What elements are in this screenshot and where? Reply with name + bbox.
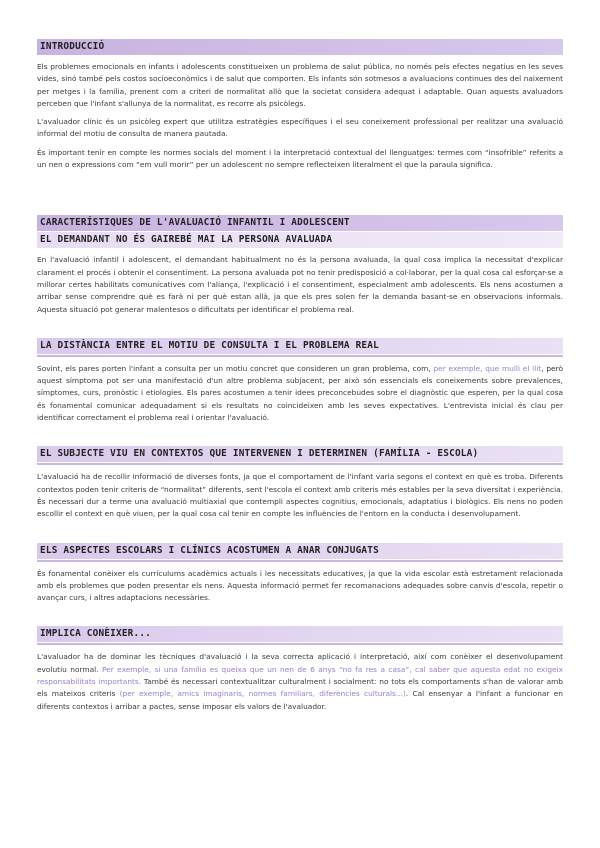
subsection-title-implica-coneixer: IMPLICA CONÈIXER...	[37, 626, 563, 642]
subsection-title-contextos: EL SUBJECTE VIU EN CONTEXTOS QUE INTERVENEN I DETERMINEN (FAMÍLIA - ESCOLA)	[37, 446, 563, 462]
section-title-caracteristiques: CARACTERÍSTIQUES DE L'AVALUACIÓ INFANTIL I ADOLESCENT	[37, 215, 563, 231]
section-title-introduccio: INTRODUCCIÓ	[37, 39, 563, 55]
section-divider	[37, 560, 563, 562]
section-divider	[37, 463, 563, 465]
section-divider	[37, 643, 563, 645]
intro-paragraph-1: Els problemes emocionals en infants i adolescents constitueixen un problema de salut pública, no només pels efectes negatius en les seves vides, sinó també pels costos socioeconòmics i de salut que comporten. Els infants són sotmesos a avaluacions continues des del naixement per metges i la família, prenent com a criteri de normalitat allò que la societat considera adequat i adaptable. Quan aquests avaluadors perceben que l'infant s'allunya de la normalitat, es recorre als psicòlegs.	[37, 62, 563, 108]
section-divider	[37, 355, 563, 357]
text-run: Sovint, els pares porten l'infant a consulta per un motiu concret que consideren un gran problema, com,	[37, 363, 434, 373]
demandant-paragraph: En l'avaluació infantil i adolescent, el demandant habitualment no és la persona avaluada, la qual cosa implica la necessitat d'explicar clarament el procés i obtenir el consentiment. La persona avaluada pot no tenir predisposició a col·laborar, per la qual cosa cal esforçar-se a millorar certes habilitats comunicatives com l'aliança, l'explicació i el consentiment, especialment amb adolescents. Els nens acostumen a arribar sense comprendre què es farà ni per què estan allà, ja que els pres solen fer la demanda basant-se en observacions informals. Aquesta situació pot generar malentesos o dificultats per identificar el problema real.	[37, 255, 563, 314]
subsection-title-demandant: EL DEMANDANT NO ÉS GAIREBÉ MAI LA PERSONA AVALUADA	[37, 232, 563, 248]
aspectes-escolars-paragraph: És fonamental conèixer els currículums acadèmics actuals i les necessitats educatives, ja que la vida escolar està estretament relacionada amb els problemes que poden presentar els nens. Aquesta informació permet fer recomanacions adequades sobre canvis d'escola, repetir o avançar curs, i altres adaptacions necessàries.	[37, 568, 563, 603]
subsection-title-aspectes-escolars: ELS ASPECTES ESCOLARS I CLÍNICS ACOSTUMEN A ANAR CONJUGATS	[37, 543, 563, 559]
document-body	[37, 39, 563, 713]
text-run: L'avaluador ha de dominar les tècniques d'avaluació i la seva correcta aplicació i interpretació, així com conèixer el desenvolupament evolutiu normal.	[37, 652, 563, 674]
intro-paragraph-2: L'avaluador clínic és un psicòleg expert que utilitza estratègies específiques i el seu coneixement professional per realitzar una avaluació informal del motiu de consulta de manera pautada.	[37, 117, 563, 139]
highlighted-example: per exemple, que mulli el llit	[433, 363, 542, 373]
subsection-title-distancia: LA DISTÀNCIA ENTRE EL MOTIU DE CONSULTA I EL PROBLEMA REAL	[37, 338, 563, 354]
text-run: . Cal ensenyar a l'infant a funcionar en diferents contextos i arribar a pactes, sense imposar els valors de l'avaluador.	[37, 689, 563, 711]
highlighted-example: Per exemple, si una família es queixa que un nen de 6 anys “no fa res a casa”, cal saber que aquesta edat no exigeix responsabilitats importants.	[37, 664, 563, 687]
distancia-paragraph	[37, 363, 563, 424]
intro-paragraph-3: És important tenir en compte les normes socials del moment i la interpretació contextual del llenguatges: termes com “insofrible” referits a un nen o expressions com “em vull morir” per un adolescent no sempre reflecteixen literalment el que la paraula significa.	[37, 147, 563, 170]
text-run: També és necessari contextualitzar culturalment i socialment: no tots els comportaments s'han de valorar amb els mateixos criteris	[37, 677, 563, 699]
implica-coneixer-paragraph	[37, 651, 563, 712]
contextos-paragraph: L'avaluació ha de recollir informació de diverses fonts, ja que el comportament de l'infant varia segons el context en què es troba. Diferents contextos poden tenir criteris de “normalitat” diferents, sent l'escola el context amb criteris més estables per la seva diversitat i experiència. És necessari dur a terme una avaluació multiaxial que contempli aspectes cognitius, emocionals, adaptatius i biològics. Els nens no poden escollir el context en què viuen, per la qual cosa cal tenir en compte les influències de l'entorn en la conducta i desenvolupament.	[37, 472, 563, 519]
text-run: , però aquest símptoma pot ser una manifestació d'un altre problema subjacent, per això són essencials els coneixements sobre prevalences, símptomes, curs, pronòstic i etiologies. Els pares acostumen a tenir idees preconcebudes sobre el diagnòstic que esperen, per la qual cosa és fonamental comunicar adequadament si els resultats no coincideixen amb les seves expectatives. L'entrevista inicial és clau per identificar correctament el problema real i orientar l'avaluació.	[37, 363, 563, 423]
highlighted-example: (per exemple, amics imaginaris, normes familiars, diferències culturals...)	[119, 689, 406, 699]
